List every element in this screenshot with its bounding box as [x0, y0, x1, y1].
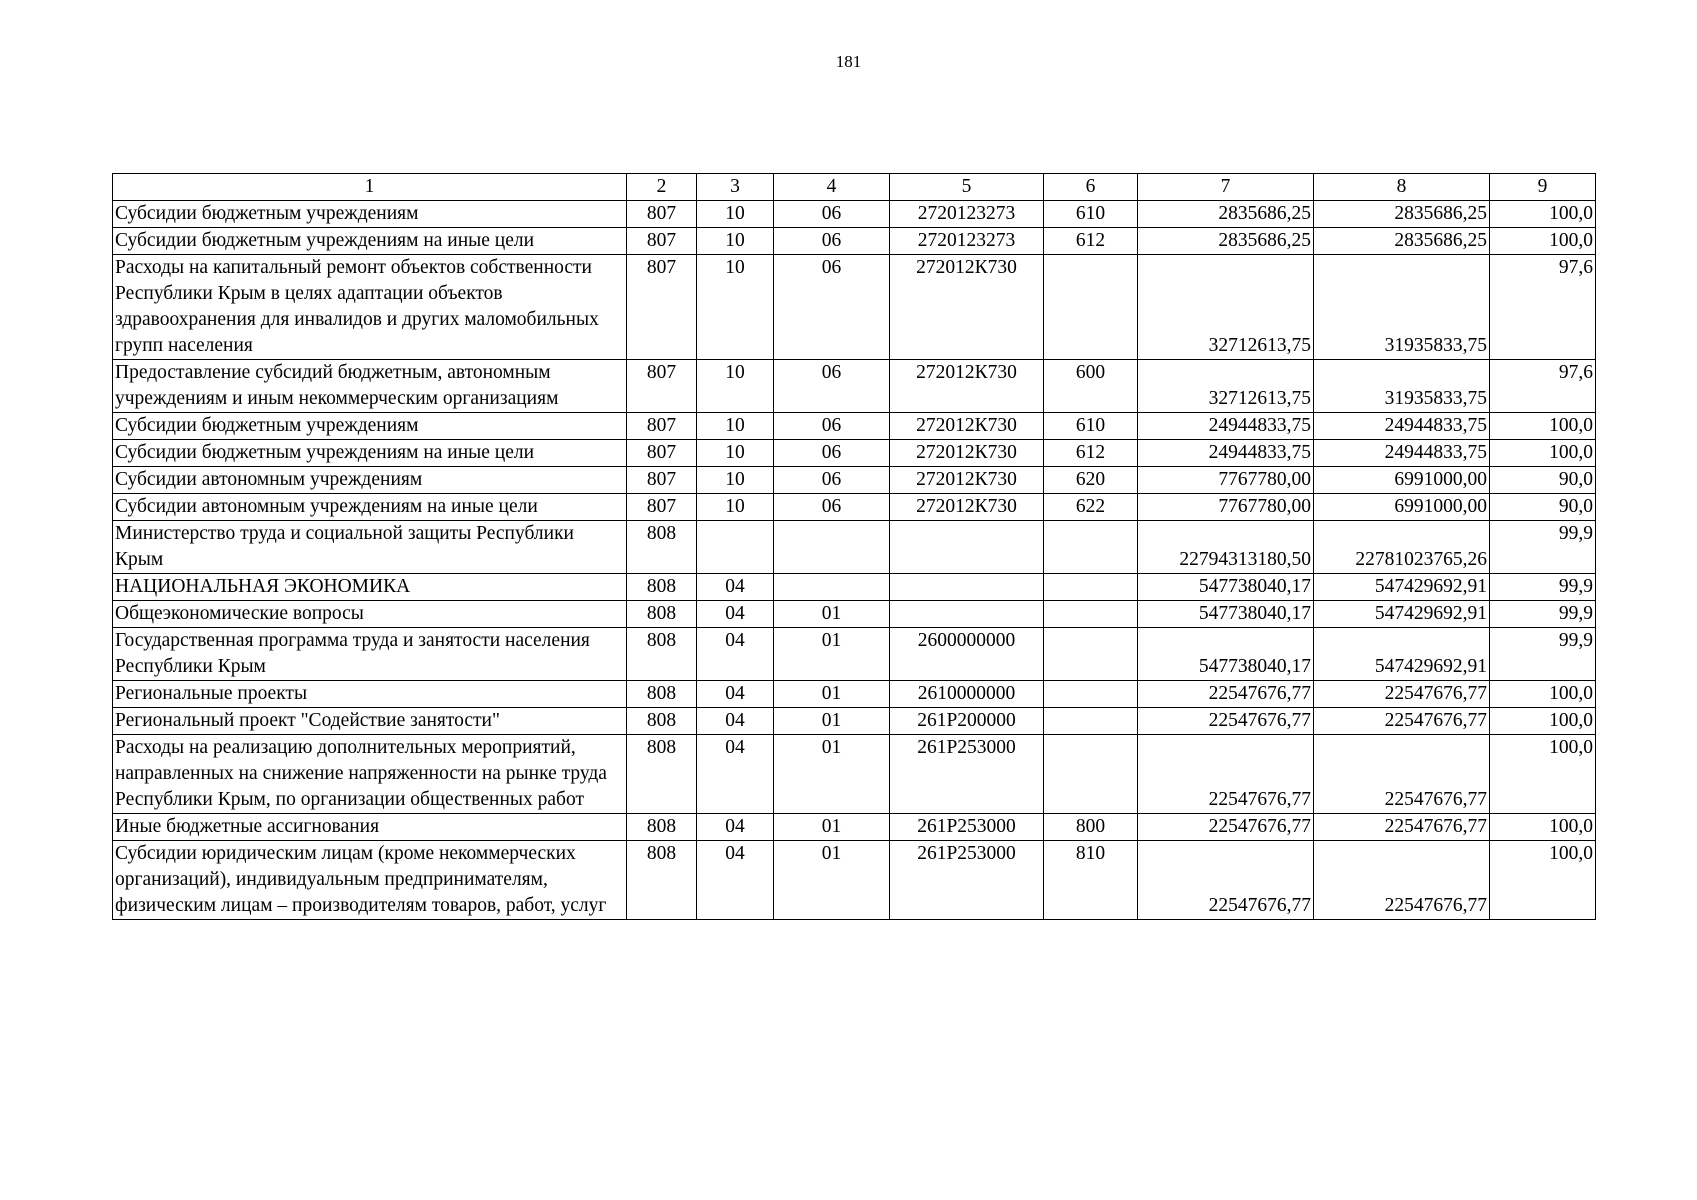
executed-amount-cell: 24944833,75	[1314, 413, 1490, 440]
row-name-cell: Государственная программа труда и занятости населения Республики Крым	[113, 628, 627, 681]
table-row	[113, 467, 1596, 494]
expense-type-cell	[1044, 735, 1138, 814]
target-article-cell: 261Р200000	[890, 708, 1044, 735]
section-cell: 04	[697, 628, 774, 681]
expense-type-cell: 800	[1044, 814, 1138, 841]
table-row	[113, 360, 1596, 413]
row-name-cell: Субсидии автономным учреждениям на иные цели	[113, 494, 627, 521]
section-cell: 04	[697, 574, 774, 601]
row-name-cell: Региональные проекты	[113, 681, 627, 708]
section-cell: 04	[697, 601, 774, 628]
planned-amount-cell: 547738040,17	[1138, 601, 1314, 628]
percent-cell: 90,0	[1490, 494, 1596, 521]
row-name-cell: Субсидии бюджетным учреждениям на иные цели	[113, 440, 627, 467]
table-row	[113, 601, 1596, 628]
column-header: 3	[697, 174, 774, 201]
code-cell: 807	[627, 467, 697, 494]
section-cell: 04	[697, 814, 774, 841]
executed-amount-cell: 22781023765,26	[1314, 521, 1490, 574]
subsection-cell: 06	[774, 255, 890, 360]
planned-amount-cell: 22547676,77	[1138, 735, 1314, 814]
table-row	[113, 228, 1596, 255]
planned-amount-cell: 22547676,77	[1138, 708, 1314, 735]
code-cell: 807	[627, 360, 697, 413]
table-row	[113, 574, 1596, 601]
code-cell: 807	[627, 255, 697, 360]
section-cell: 04	[697, 681, 774, 708]
table-row	[113, 201, 1596, 228]
table-row	[113, 255, 1596, 360]
percent-cell: 100,0	[1490, 841, 1596, 920]
executed-amount-cell: 6991000,00	[1314, 494, 1490, 521]
executed-amount-cell: 24944833,75	[1314, 440, 1490, 467]
code-cell: 808	[627, 628, 697, 681]
column-header: 4	[774, 174, 890, 201]
executed-amount-cell: 6991000,00	[1314, 467, 1490, 494]
planned-amount-cell: 22547676,77	[1138, 814, 1314, 841]
code-cell: 808	[627, 814, 697, 841]
code-cell: 808	[627, 735, 697, 814]
row-name-cell: Субсидии бюджетным учреждениям	[113, 413, 627, 440]
percent-cell: 100,0	[1490, 228, 1596, 255]
planned-amount-cell: 547738040,17	[1138, 574, 1314, 601]
target-article-cell	[890, 601, 1044, 628]
subsection-cell: 06	[774, 413, 890, 440]
subsection-cell	[774, 521, 890, 574]
code-cell: 807	[627, 440, 697, 467]
expense-type-cell: 600	[1044, 360, 1138, 413]
code-cell: 808	[627, 601, 697, 628]
subsection-cell: 01	[774, 841, 890, 920]
row-name-cell: Субсидии автономным учреждениям	[113, 467, 627, 494]
table-row	[113, 494, 1596, 521]
table-row	[113, 521, 1596, 574]
subsection-cell: 01	[774, 814, 890, 841]
subsection-cell: 06	[774, 440, 890, 467]
row-name-cell: Иные бюджетные ассигнования	[113, 814, 627, 841]
section-cell: 10	[697, 360, 774, 413]
expense-type-cell	[1044, 628, 1138, 681]
percent-cell: 90,0	[1490, 467, 1596, 494]
section-cell: 10	[697, 413, 774, 440]
planned-amount-cell: 22794313180,50	[1138, 521, 1314, 574]
planned-amount-cell: 22547676,77	[1138, 841, 1314, 920]
expense-type-cell: 610	[1044, 201, 1138, 228]
subsection-cell: 01	[774, 681, 890, 708]
column-header: 6	[1044, 174, 1138, 201]
column-header: 5	[890, 174, 1044, 201]
executed-amount-cell: 22547676,77	[1314, 681, 1490, 708]
section-cell: 04	[697, 708, 774, 735]
code-cell: 808	[627, 841, 697, 920]
section-cell: 10	[697, 228, 774, 255]
executed-amount-cell: 22547676,77	[1314, 841, 1490, 920]
planned-amount-cell: 7767780,00	[1138, 467, 1314, 494]
expense-type-cell: 622	[1044, 494, 1138, 521]
target-article-cell: 2720123273	[890, 228, 1044, 255]
percent-cell: 99,9	[1490, 521, 1596, 574]
section-cell: 04	[697, 841, 774, 920]
row-name-cell: Субсидии бюджетным учреждениям на иные цели	[113, 228, 627, 255]
target-article-cell: 272012К730	[890, 413, 1044, 440]
percent-cell: 99,9	[1490, 601, 1596, 628]
target-article-cell: 2610000000	[890, 681, 1044, 708]
expense-type-cell: 610	[1044, 413, 1138, 440]
section-cell: 10	[697, 494, 774, 521]
table-header-row	[113, 174, 1596, 201]
expense-type-cell	[1044, 255, 1138, 360]
expense-type-cell: 620	[1044, 467, 1138, 494]
subsection-cell: 01	[774, 601, 890, 628]
row-name-cell: Общеэкономические вопросы	[113, 601, 627, 628]
section-cell: 04	[697, 735, 774, 814]
percent-cell: 99,9	[1490, 628, 1596, 681]
planned-amount-cell: 2835686,25	[1138, 201, 1314, 228]
target-article-cell: 261Р253000	[890, 814, 1044, 841]
table-row	[113, 628, 1596, 681]
executed-amount-cell: 547429692,91	[1314, 574, 1490, 601]
column-header: 1	[113, 174, 627, 201]
target-article-cell: 261Р253000	[890, 735, 1044, 814]
code-cell: 807	[627, 413, 697, 440]
subsection-cell	[774, 574, 890, 601]
target-article-cell: 272012К730	[890, 255, 1044, 360]
expense-type-cell	[1044, 574, 1138, 601]
executed-amount-cell: 2835686,25	[1314, 228, 1490, 255]
expense-type-cell	[1044, 521, 1138, 574]
expense-type-cell: 612	[1044, 228, 1138, 255]
row-name-cell: Региональный проект "Содействие занятости"	[113, 708, 627, 735]
column-header: 8	[1314, 174, 1490, 201]
section-cell	[697, 521, 774, 574]
planned-amount-cell: 547738040,17	[1138, 628, 1314, 681]
section-cell: 10	[697, 201, 774, 228]
code-cell: 807	[627, 228, 697, 255]
subsection-cell: 06	[774, 467, 890, 494]
code-cell: 808	[627, 708, 697, 735]
target-article-cell: 2600000000	[890, 628, 1044, 681]
row-name-cell: Субсидии юридическим лицам (кроме некоммерческих организаций), индивидуальным предпринимателям, физическим лицам – производителям товаров, работ, услуг	[113, 841, 627, 920]
executed-amount-cell: 2835686,25	[1314, 201, 1490, 228]
code-cell: 808	[627, 681, 697, 708]
expense-type-cell: 612	[1044, 440, 1138, 467]
subsection-cell: 01	[774, 628, 890, 681]
column-header: 9	[1490, 174, 1596, 201]
budget-table	[112, 173, 1596, 920]
row-name-cell: Расходы на капитальный ремонт объектов собственности Республики Крым в целях адаптации объектов здравоохранения для инвалидов и других маломобильных групп населения	[113, 255, 627, 360]
section-cell: 10	[697, 467, 774, 494]
planned-amount-cell: 2835686,25	[1138, 228, 1314, 255]
column-header: 7	[1138, 174, 1314, 201]
executed-amount-cell: 22547676,77	[1314, 735, 1490, 814]
percent-cell: 100,0	[1490, 735, 1596, 814]
expense-type-cell	[1044, 601, 1138, 628]
expense-type-cell	[1044, 681, 1138, 708]
row-name-cell: НАЦИОНАЛЬНАЯ ЭКОНОМИКА	[113, 574, 627, 601]
subsection-cell: 06	[774, 494, 890, 521]
executed-amount-cell: 22547676,77	[1314, 814, 1490, 841]
table-row	[113, 708, 1596, 735]
percent-cell: 100,0	[1490, 413, 1596, 440]
table-row	[113, 681, 1596, 708]
target-article-cell	[890, 574, 1044, 601]
percent-cell: 100,0	[1490, 681, 1596, 708]
percent-cell: 100,0	[1490, 708, 1596, 735]
row-name-cell: Министерство труда и социальной защиты Республики Крым	[113, 521, 627, 574]
target-article-cell: 272012К730	[890, 467, 1044, 494]
target-article-cell: 2720123273	[890, 201, 1044, 228]
percent-cell: 100,0	[1490, 814, 1596, 841]
planned-amount-cell: 7767780,00	[1138, 494, 1314, 521]
executed-amount-cell: 547429692,91	[1314, 628, 1490, 681]
subsection-cell: 06	[774, 228, 890, 255]
percent-cell: 100,0	[1490, 201, 1596, 228]
expense-type-cell: 810	[1044, 841, 1138, 920]
target-article-cell: 272012К730	[890, 440, 1044, 467]
table-row	[113, 735, 1596, 814]
subsection-cell: 01	[774, 708, 890, 735]
column-header: 2	[627, 174, 697, 201]
subsection-cell: 01	[774, 735, 890, 814]
planned-amount-cell: 24944833,75	[1138, 440, 1314, 467]
code-cell: 807	[627, 201, 697, 228]
section-cell: 10	[697, 440, 774, 467]
percent-cell: 97,6	[1490, 255, 1596, 360]
section-cell: 10	[697, 255, 774, 360]
percent-cell: 99,9	[1490, 574, 1596, 601]
row-name-cell: Субсидии бюджетным учреждениям	[113, 201, 627, 228]
table-row	[113, 814, 1596, 841]
planned-amount-cell: 22547676,77	[1138, 681, 1314, 708]
target-article-cell: 272012К730	[890, 360, 1044, 413]
planned-amount-cell: 24944833,75	[1138, 413, 1314, 440]
percent-cell: 97,6	[1490, 360, 1596, 413]
planned-amount-cell: 32712613,75	[1138, 360, 1314, 413]
target-article-cell: 261Р253000	[890, 841, 1044, 920]
percent-cell: 100,0	[1490, 440, 1596, 467]
executed-amount-cell: 547429692,91	[1314, 601, 1490, 628]
subsection-cell: 06	[774, 201, 890, 228]
executed-amount-cell: 31935833,75	[1314, 255, 1490, 360]
executed-amount-cell: 31935833,75	[1314, 360, 1490, 413]
page-number: 181	[835, 52, 862, 71]
subsection-cell: 06	[774, 360, 890, 413]
executed-amount-cell: 22547676,77	[1314, 708, 1490, 735]
target-article-cell: 272012К730	[890, 494, 1044, 521]
table-row	[113, 440, 1596, 467]
code-cell: 807	[627, 494, 697, 521]
row-name-cell: Предоставление субсидий бюджетным, автономным учреждениям и иным некоммерческим организациям	[113, 360, 627, 413]
row-name-cell: Расходы на реализацию дополнительных мероприятий, направленных на снижение напряженности на рынке труда Республики Крым, по организации общественных работ	[113, 735, 627, 814]
planned-amount-cell: 32712613,75	[1138, 255, 1314, 360]
code-cell: 808	[627, 521, 697, 574]
table-row	[113, 841, 1596, 920]
code-cell: 808	[627, 574, 697, 601]
target-article-cell	[890, 521, 1044, 574]
expense-type-cell	[1044, 708, 1138, 735]
table-row	[113, 413, 1596, 440]
